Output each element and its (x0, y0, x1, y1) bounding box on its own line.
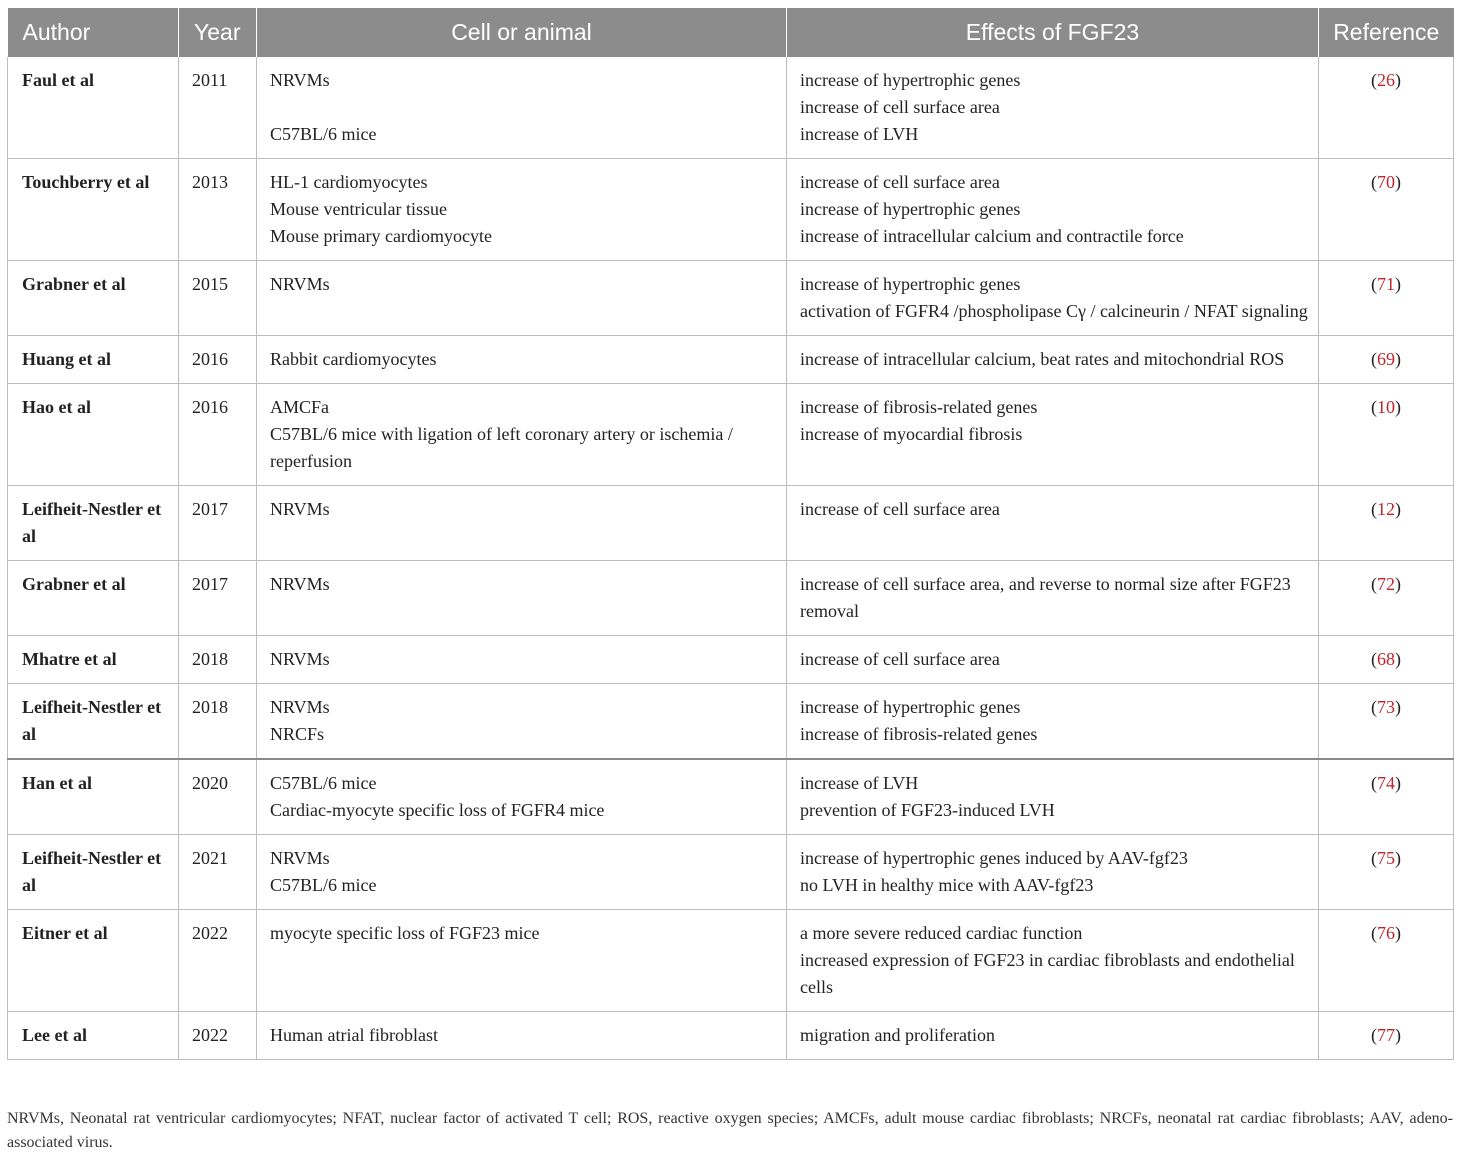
cell-model-line: NRCFs (270, 724, 325, 744)
effect-line: increase of fibrosis-related genes (800, 724, 1038, 744)
cell-reference: (76) (1319, 910, 1454, 1012)
effect-line: increase of cell surface area (800, 499, 1000, 519)
cell-reference: (12) (1319, 486, 1454, 561)
cell-model-line: C57BL/6 mice (270, 773, 377, 793)
reference-link[interactable]: 72 (1377, 574, 1395, 594)
table-row (8, 759, 1454, 835)
cell-reference: (26) (1319, 57, 1454, 159)
cell-author: Han et al (8, 759, 179, 835)
effect-line: increase of hypertrophic genes (800, 199, 1021, 219)
table-body (8, 57, 1454, 1060)
cell-author: Lee et al (8, 1012, 179, 1060)
effect-line: prevention of FGF23-induced LVH (800, 800, 1055, 820)
cell-year: 2013 (179, 159, 257, 261)
reference-link[interactable]: 71 (1377, 274, 1395, 294)
cell-cell-or-animal (257, 159, 787, 261)
cell-author: Faul et al (8, 57, 179, 159)
cell-author: Mhatre et al (8, 636, 179, 684)
cell-model-line: NRVMs (270, 649, 330, 669)
table-row (8, 1012, 1454, 1060)
cell-reference: (74) (1319, 759, 1454, 835)
cell-author: Leifheit-Nestler et al (8, 486, 179, 561)
cell-year: 2015 (179, 261, 257, 336)
cell-cell-or-animal (257, 486, 787, 561)
effect-line: migration and proliferation (800, 1025, 995, 1045)
data-table-container (7, 8, 1453, 1060)
cell-effects (787, 261, 1319, 336)
table-row (8, 636, 1454, 684)
cell-author: Leifheit-Nestler et al (8, 835, 179, 910)
cell-reference: (75) (1319, 835, 1454, 910)
table-row (8, 835, 1454, 910)
table-row (8, 561, 1454, 636)
cell-model-line: Rabbit cardiomyocytes (270, 349, 437, 369)
header-row (8, 8, 1454, 57)
cell-effects (787, 336, 1319, 384)
effect-line: a more severe reduced cardiac function (800, 923, 1083, 943)
cell-model-line: C57BL/6 mice with ligation of left coronary artery or ischemia / reperfusion (270, 424, 733, 471)
reference-link[interactable]: 10 (1377, 397, 1395, 417)
cell-reference: (77) (1319, 1012, 1454, 1060)
effect-line: increase of cell surface area (800, 172, 1000, 192)
cell-model-line: NRVMs (270, 697, 330, 717)
cell-model-line: NRVMs (270, 70, 330, 90)
effect-line: increase of intracellular calcium, beat rates and mitochondrial ROS (800, 349, 1285, 369)
cell-model-line: myocyte specific loss of FGF23 mice (270, 923, 540, 943)
reference-link[interactable]: 12 (1377, 499, 1395, 519)
cell-year: 2017 (179, 486, 257, 561)
reference-link[interactable]: 70 (1377, 172, 1395, 192)
cell-author: Huang et al (8, 336, 179, 384)
cell-reference: (10) (1319, 384, 1454, 486)
effect-line: increase of fibrosis-related genes (800, 397, 1038, 417)
cell-model-line: NRVMs (270, 499, 330, 519)
cell-reference: (72) (1319, 561, 1454, 636)
cell-effects (787, 759, 1319, 835)
cell-reference: (73) (1319, 684, 1454, 760)
cell-effects (787, 1012, 1319, 1060)
cell-model-line: HL-1 cardiomyocytes (270, 172, 428, 192)
cell-cell-or-animal (257, 910, 787, 1012)
column-header-year: Year (179, 8, 257, 57)
effect-line: increase of myocardial fibrosis (800, 424, 1023, 444)
cell-year: 2020 (179, 759, 257, 835)
effect-line: increase of hypertrophic genes (800, 697, 1021, 717)
column-header-author: Author (8, 8, 179, 57)
cell-author: Eitner et al (8, 910, 179, 1012)
effect-line: increase of cell surface area, and reverse to normal size after FGF23 removal (800, 574, 1291, 621)
cell-effects (787, 159, 1319, 261)
table-row (8, 684, 1454, 760)
effect-line: increase of hypertrophic genes (800, 70, 1021, 90)
cell-model-line: Mouse ventricular tissue (270, 199, 447, 219)
table-row (8, 57, 1454, 159)
cell-author: Touchberry et al (8, 159, 179, 261)
cell-model-line: AMCFa (270, 397, 330, 417)
effect-line: increase of intracellular calcium and contractile force (800, 226, 1184, 246)
cell-cell-or-animal (257, 561, 787, 636)
reference-link[interactable]: 73 (1377, 697, 1395, 717)
cell-model-line: Mouse primary cardiomyocyte (270, 226, 492, 246)
cell-model-line: NRVMs (270, 574, 330, 594)
cell-year: 2011 (179, 57, 257, 159)
reference-link[interactable]: 76 (1377, 923, 1395, 943)
cell-year: 2017 (179, 561, 257, 636)
cell-year: 2022 (179, 1012, 257, 1060)
cell-model-line (270, 94, 776, 121)
cell-author: Hao et al (8, 384, 179, 486)
cell-effects (787, 636, 1319, 684)
reference-link[interactable]: 69 (1377, 349, 1395, 369)
effect-line: increased expression of FGF23 in cardiac fibroblasts and endothelial cells (800, 950, 1295, 997)
cell-effects (787, 835, 1319, 910)
effect-line: increase of hypertrophic genes induced by AAV-fgf23 (800, 848, 1188, 868)
table-row (8, 159, 1454, 261)
column-header-reference: Reference (1319, 8, 1454, 57)
cell-cell-or-animal (257, 336, 787, 384)
cell-cell-or-animal (257, 57, 787, 159)
cell-year: 2018 (179, 636, 257, 684)
cell-model-line: C57BL/6 mice (270, 875, 377, 895)
cell-cell-or-animal (257, 636, 787, 684)
effect-line: activation of FGFR4 /phospholipase Cγ / calcineurin / NFAT signaling (800, 301, 1308, 321)
cell-cell-or-animal (257, 684, 787, 760)
reference-link[interactable]: 77 (1377, 1025, 1395, 1045)
column-header-cell-or-animal: Cell or animal (257, 8, 787, 57)
cell-year: 2016 (179, 384, 257, 486)
cell-year: 2016 (179, 336, 257, 384)
fgf23-effects-table (7, 8, 1454, 1060)
table-row (8, 486, 1454, 561)
cell-reference: (71) (1319, 261, 1454, 336)
cell-model-line: NRVMs (270, 848, 330, 868)
cell-model-line: Human atrial fibroblast (270, 1025, 438, 1045)
effect-line: increase of cell surface area (800, 97, 1000, 117)
cell-year: 2021 (179, 835, 257, 910)
cell-effects (787, 684, 1319, 760)
cell-year: 2022 (179, 910, 257, 1012)
table-row (8, 261, 1454, 336)
cell-model-line: C57BL/6 mice (270, 124, 377, 144)
effect-line: no LVH in healthy mice with AAV-fgf23 (800, 875, 1094, 895)
cell-model-line: NRVMs (270, 274, 330, 294)
cell-effects (787, 384, 1319, 486)
cell-cell-or-animal (257, 261, 787, 336)
cell-cell-or-animal (257, 835, 787, 910)
table-header (8, 8, 1454, 57)
table-row (8, 336, 1454, 384)
cell-effects (787, 486, 1319, 561)
column-header-effects: Effects of FGF23 (787, 8, 1319, 57)
cell-cell-or-animal (257, 1012, 787, 1060)
table-row (8, 384, 1454, 486)
table-row (8, 910, 1454, 1012)
cell-year: 2018 (179, 684, 257, 760)
reference-link[interactable]: 75 (1377, 848, 1395, 868)
cell-reference: (69) (1319, 336, 1454, 384)
cell-author: Leifheit-Nestler et al (8, 684, 179, 760)
reference-link[interactable]: 74 (1377, 773, 1395, 793)
cell-effects (787, 910, 1319, 1012)
cell-effects (787, 57, 1319, 159)
cell-reference: (68) (1319, 636, 1454, 684)
reference-link[interactable]: 68 (1377, 649, 1395, 669)
table-footnote: NRVMs, Neonatal rat ventricular cardiomyocytes; NFAT, nuclear factor of activated T cell; ROS, reactive oxygen species; AMCFs, adult mouse cardiac fibroblasts; NRCFs, neonatal rat cardiac fibroblasts; AAV, adeno-associated virus. (7, 1110, 1453, 1151)
cell-author: Grabner et al (8, 561, 179, 636)
effect-line: increase of LVH (800, 773, 919, 793)
effect-line: increase of hypertrophic genes (800, 274, 1021, 294)
cell-model-line: Cardiac-myocyte specific loss of FGFR4 mice (270, 800, 605, 820)
cell-cell-or-animal (257, 384, 787, 486)
cell-author: Grabner et al (8, 261, 179, 336)
effect-line: increase of LVH (800, 124, 919, 144)
cell-cell-or-animal (257, 759, 787, 835)
effect-line: increase of cell surface area (800, 649, 1000, 669)
cell-effects (787, 561, 1319, 636)
reference-link[interactable]: 26 (1377, 70, 1395, 90)
cell-reference: (70) (1319, 159, 1454, 261)
